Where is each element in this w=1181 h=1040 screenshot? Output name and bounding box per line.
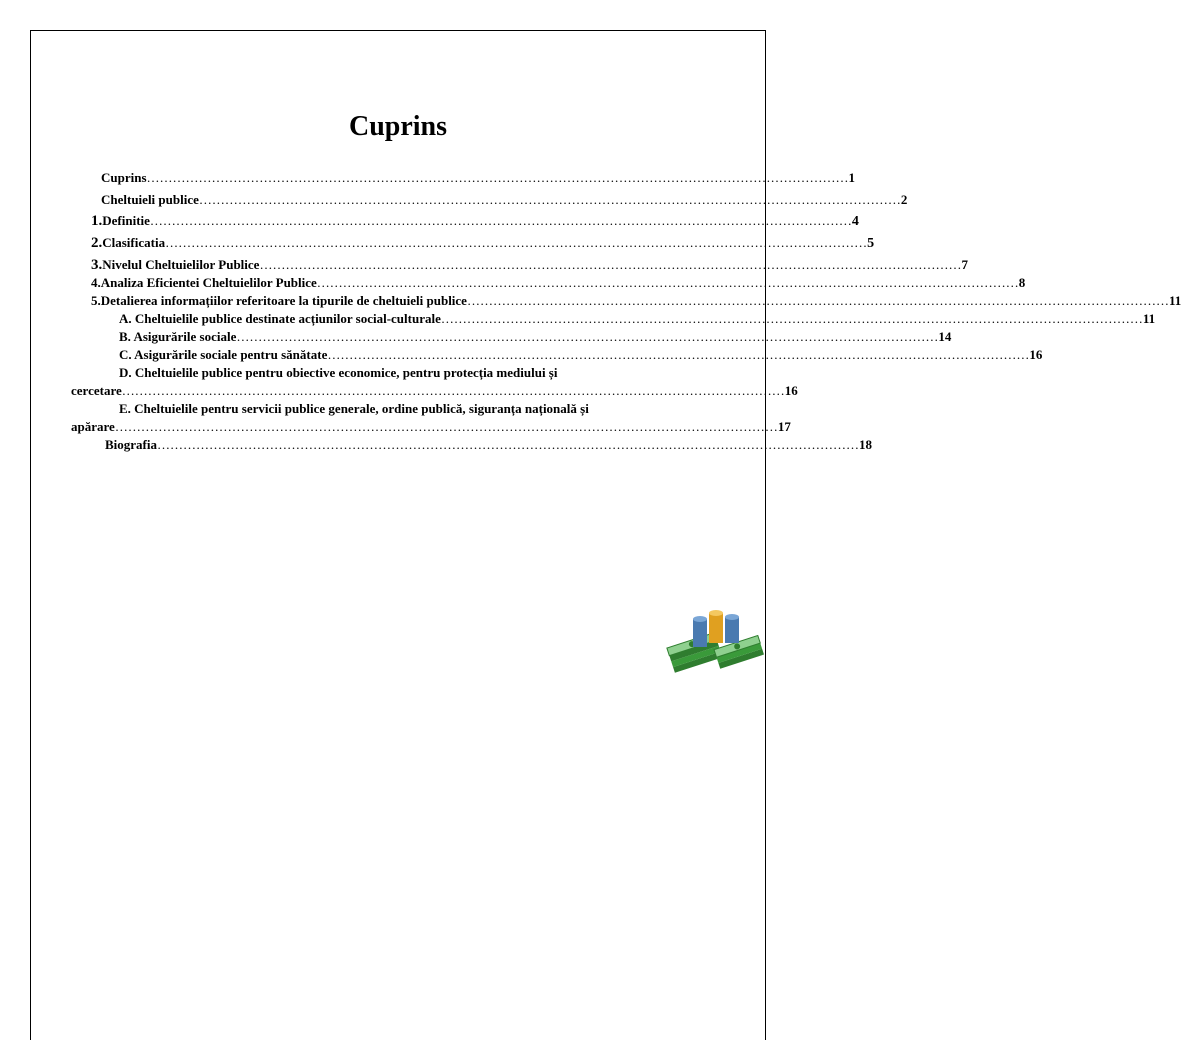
toc-entry-cheltuieli-publice[interactable] [71,191,908,209]
toc-entry-page: 16 [1029,347,1043,362]
toc-entry-text: Cheltuieli publice [101,192,199,207]
toc-entry-text: Nivelul Cheltuielilor Publice [102,257,260,272]
toc-entry-text: D. Cheltuielile publice pentru obiective economice, pentru protecția mediului și [119,365,558,380]
toc-entry-nivelul[interactable] [71,256,968,274]
toc-entry-text: Definitie [102,213,150,228]
toc-entry-page: 11 [1168,293,1181,308]
toc-entry-page: 16 [784,383,798,398]
toc-entry-text: E. Cheltuielile pentru servicii publice generale, ordine publică, siguranța națională și [119,401,589,416]
toc-entry-d[interactable]: D. Cheltuielile publice pentru obiective economice, pentru protecția mediului și cercetare ……………………………………………………………………………………………………………………………………… 16 [71,365,798,398]
toc-entry-text: Biografia [105,437,157,452]
toc-entry-cuprins[interactable] [71,169,856,187]
toc-entry-number: 3. [91,257,103,273]
toc-entry-text: C. Asigurările sociale pentru sănătate [119,347,328,362]
page-title: Cuprins [348,111,448,142]
toc-entry-b[interactable] [71,328,952,346]
toc-entry-detalierea[interactable] [71,292,1181,310]
toc-entry-text: 4.Analiza Eficientei Cheltuielilor Publice [91,275,317,290]
document-page [30,30,1181,1040]
toc-entry-page: 5 [867,236,875,251]
toc-entry-a[interactable] [71,310,1156,328]
table-of-contents [71,169,1181,454]
toc-entry-page: 14 [938,329,952,344]
toc-entry-page: 11 [1142,311,1156,326]
toc-entry-biografia[interactable] [71,436,872,454]
toc-entry-clasificatia[interactable] [71,234,875,253]
toc-entry-text: Clasificatia [102,235,166,250]
toc-entry-c[interactable] [71,346,1043,364]
toc-entry-page: 2 [900,192,908,207]
toc-entry-e[interactable]: E. Cheltuielile pentru servicii publice generale, ordine publică, siguranța națională și apărare ……………………………………………………………………………………………………………………………………… 17 [71,401,791,434]
toc-entry-page: 8 [1018,275,1026,290]
toc-entry-text: 5.Detalierea informațiilor referitoare la tipurile de cheltuieli publice [91,293,467,308]
toc-entry-text: B. Asigurările sociale [119,329,237,344]
toc-entry-analiza[interactable] [71,274,1026,292]
toc-entry-page: 7 [961,257,968,272]
toc-entry-page: 1 [848,170,856,185]
toc-entry-number: 2. [91,235,103,251]
toc-entry-number: 1. [91,213,103,229]
toc-entry-text: Cuprins [101,170,147,185]
toc-entry-page: 17 [777,419,791,434]
toc-entry-page: 18 [859,437,872,452]
toc-entry-text-continued: apărare [71,419,115,434]
toc-entry-text-continued: cercetare [71,383,122,398]
money-stack-icon [669,611,769,701]
toc-entry-definitie[interactable] [71,212,859,231]
toc-entry-page: 4 [851,214,859,229]
toc-entry-text: A. Cheltuielile publice destinate acțiunilor social-culturale [119,311,441,326]
